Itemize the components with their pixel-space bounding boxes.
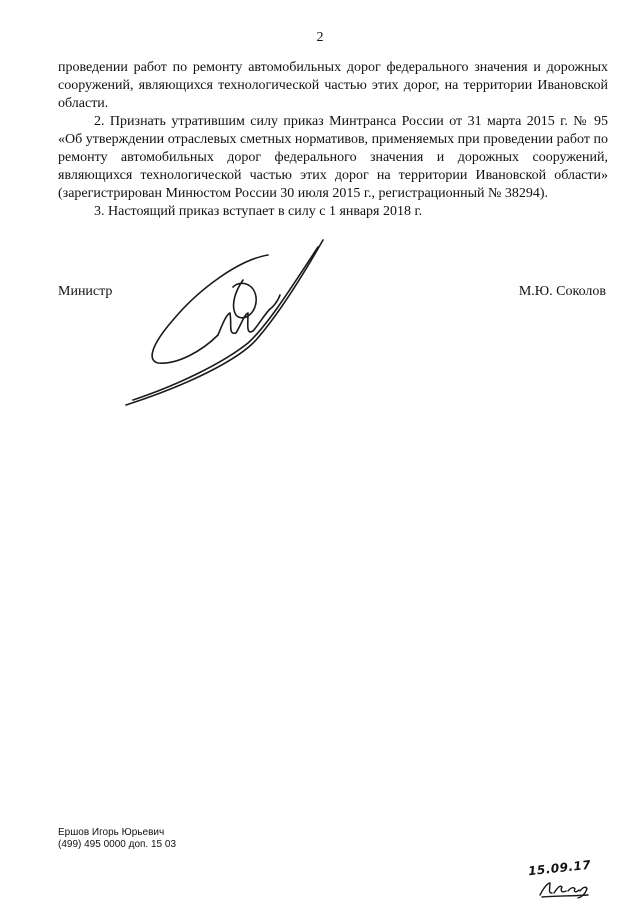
stamp-date: 15.09.17 [527,857,592,879]
executor-name: Ершов Игорь Юрьевич [58,827,165,838]
handwritten-date-stamp [527,857,598,901]
executor-info [58,827,176,851]
document-body [58,59,608,221]
page-number: 2 [316,30,324,45]
paragraph-item-3: 3. Настоящий приказ вступает в силу с 1 января 2018 г. [94,204,423,219]
paragraph-item-2: 2. Признать утратившим силу приказ Минтранса России от 31 марта 2015 г. № 95 «Об утверждении отраслевых сметных нормативов, применяемых при проведении работ по ремонту автомобильных дорог федерального значения и дорожных сооружений, являющихся технологической частью этих дорог на территории Ивановской области» (зарегистрирован Минюстом России 30 июля 2015 г., регистрационный № 38294). [58,114,608,201]
signatory-title: Министр [58,284,113,299]
handwritten-signature [118,235,338,410]
handwritten-initials [538,879,590,899]
executor-phone: (499) 495 0000 доп. 15 03 [58,839,177,850]
paragraph-continuation: проведении работ по ремонту автомобильных дорог федерального значения и дорожных сооружений, являющихся технологической частью этих дорог, на территории Ивановской области. [58,60,608,111]
signatory-name: М.Ю. Соколов [518,284,606,299]
